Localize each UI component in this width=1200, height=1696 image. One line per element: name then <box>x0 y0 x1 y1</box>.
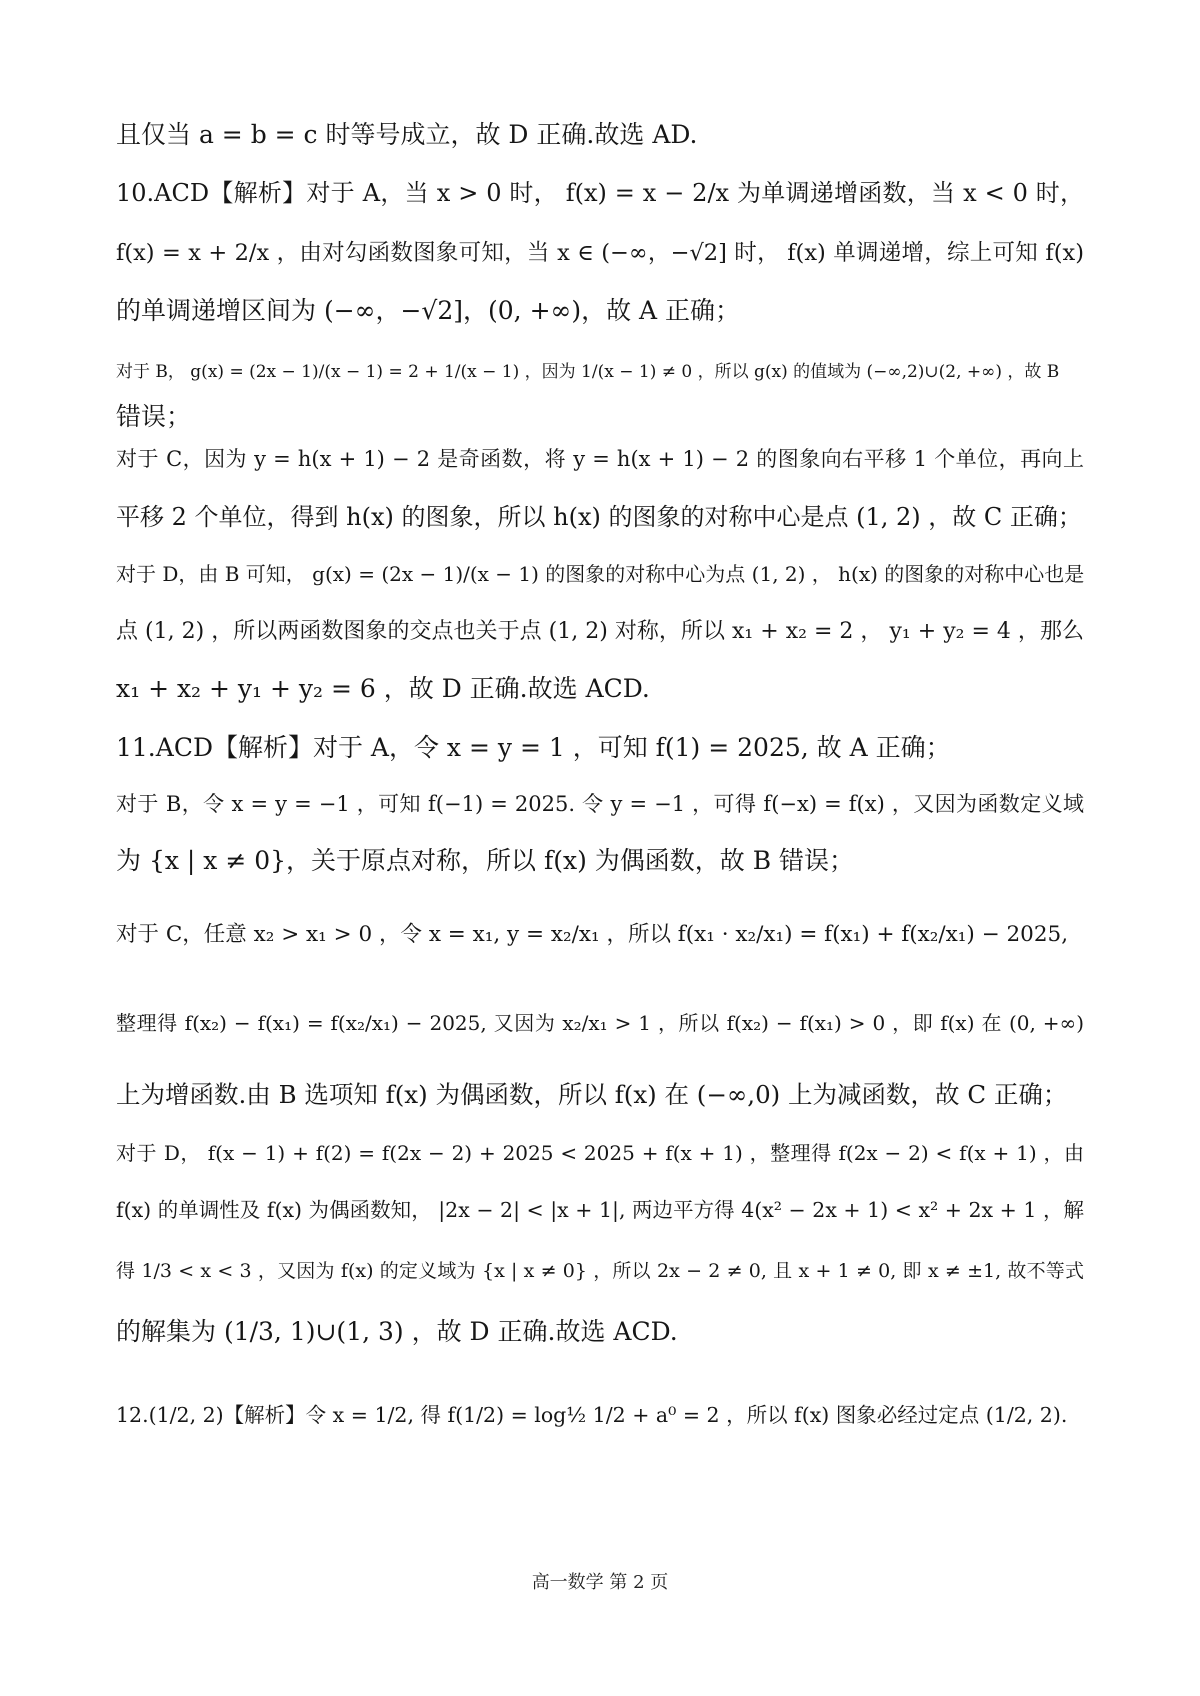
text-line: 且仅当 a = b = c 时等号成立，故 D 正确.故选 AD. <box>116 120 698 149</box>
text-line: 平移 2 个单位，得到 h(x) 的图象，所以 h(x) 的图象的对称中心是点 (1, 2) ，故 C 正确； <box>116 503 1082 531</box>
text-line: 的解集为 (1/3, 1)∪(1, 3) ，故 D 正确.故选 ACD. <box>116 1317 678 1346</box>
text-line: 的单调递增区间为 (−∞，−√2]，(0, +∞)，故 A 正确； <box>116 296 741 325</box>
text-line: 对于 C，因为 y = h(x + 1) − 2 是奇函数，将 y = h(x + 1) − 2 的图象向右平移 1 个单位，再向上 <box>116 447 1084 471</box>
text-line: 对于 D，由 B 可知， g(x) = (2x − 1)/(x − 1) 的图象的对称中心为点 (1, 2) ， h(x) 的图象的对称中心也是 <box>116 562 1085 586</box>
text-line: 对于 B，令 x = y = −1 ，可知 f(−1) = 2025. 令 y = −1 ，可得 f(−x) = f(x) ，又因为函数定义域 <box>116 792 1084 816</box>
text-line: 11.ACD【解析】对于 A，令 x = y = 1 ，可知 f(1) = 2025, 故 A 正确； <box>116 733 951 762</box>
text-line: 为 {x | x ≠ 0}，关于原点对称，所以 f(x) 为偶函数，故 B 错误； <box>116 846 855 875</box>
text-line: 点 (1, 2) ，所以两函数图象的交点也关于点 (1, 2) 对称，所以 x₁ + x₂ = 2 ， y₁ + y₂ = 4 ，那么 <box>116 619 1084 644</box>
text-line: 10.ACD【解析】对于 A，当 x > 0 时， f(x) = x − 2/x 为单调递增函数，当 x < 0 时， <box>116 179 1084 207</box>
text-line: 对于 D， f(x − 1) + f(2) = f(2x − 2) + 2025 < 2025 + f(x + 1) ，整理得 f(2x − 2) < f(x + 1) ，由 <box>116 1141 1084 1165</box>
text-line: 错误； <box>116 402 192 431</box>
text-line: f(x) = x + 2/x ，由对勾函数图象可知，当 x ∈ (−∞，−√2] 时， f(x) 单调递增，综上可知 f(x) <box>116 240 1084 266</box>
text-line: 对于 C，任意 x₂ > x₁ > 0 ，令 x = x₁, y = x₂/x₁ ，所以 f(x₁ · x₂/x₁) = f(x₁) + f(x₂/x₁) − 2025, <box>116 922 1069 947</box>
text-line: 上为增函数.由 B 选项知 f(x) 为偶函数，所以 f(x) 在 (−∞,0) 上为减函数，故 C 正确； <box>116 1080 1068 1109</box>
page-footer: 高一数学 第 2 页 <box>531 1572 669 1593</box>
text-line: f(x) 的单调性及 f(x) 为偶函数知， |2x − 2| < |x + 1|, 两边平方得 4(x² − 2x + 1) < x² + 2x + 1 ，解 <box>116 1198 1084 1222</box>
text-line: 得 1/3 < x < 3 ，又因为 f(x) 的定义域为 {x | x ≠ 0} ，所以 2x − 2 ≠ 0, 且 x + 1 ≠ 0, 即 x ≠ ±1, 故不等式 <box>116 1260 1084 1282</box>
text-line: x₁ + x₂ + y₁ + y₂ = 6 ，故 D 正确.故选 ACD. <box>116 674 650 703</box>
text-line: 对于 B， g(x) = (2x − 1)/(x − 1) = 2 + 1/(x − 1) ，因为 1/(x − 1) ≠ 0 ，所以 g(x) 的值域为 (−∞,2)∪(2, +∞) ，故 B <box>116 362 1060 382</box>
text-line: 12.(1/2, 2)【解析】令 x = 1/2, 得 f(1/2) = log½ 1/2 + a⁰ = 2 ，所以 f(x) 图象必经过定点 (1/2, 2). <box>116 1403 1068 1427</box>
text-line: 整理得 f(x₂) − f(x₁) = f(x₂/x₁) − 2025, 又因为 x₂/x₁ > 1 ，所以 f(x₂) − f(x₁) > 0 ，即 f(x) 在 (0, +∞) <box>116 1011 1084 1035</box>
